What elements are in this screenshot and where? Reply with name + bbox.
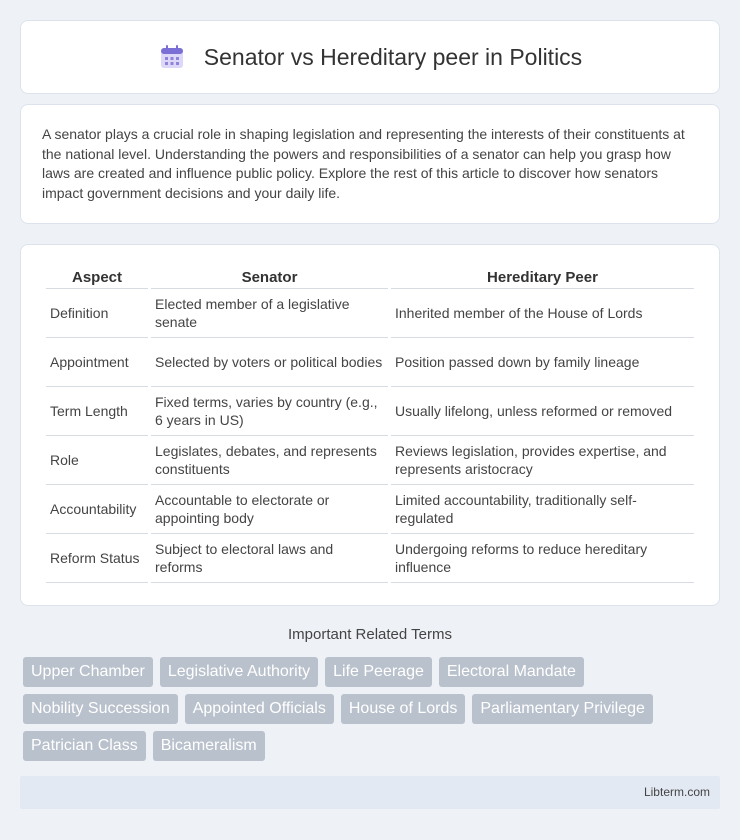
related-terms-list <box>23 657 713 761</box>
related-term-tag[interactable]: Upper Chamber <box>23 657 153 687</box>
table-cell: Definition <box>46 289 148 338</box>
table-cell: Inherited member of the House of Lords <box>391 289 694 338</box>
related-term-tag[interactable]: Patrician Class <box>23 731 146 761</box>
table-cell: Undergoing reforms to reduce hereditary influence <box>391 534 694 583</box>
related-term-tag[interactable]: Bicameralism <box>153 731 265 761</box>
table-cell: Role <box>46 436 148 485</box>
comparison-table <box>43 263 697 583</box>
page-title: Senator vs Hereditary peer in Politics <box>203 43 583 70</box>
intro-text: A senator plays a crucial role in shaping legislation and representing the interests of their constituents at the national level. Understanding the powers and responsibilities of a senator can help you grasp how laws are created and influence public policy. Explore the rest of this article to discover how senators impact government decisions and your daily life. <box>42 126 685 201</box>
table-cell: Reviews legislation, provides expertise, and represents aristocracy <box>391 436 694 485</box>
related-term-tag[interactable]: Legislative Authority <box>160 657 318 687</box>
column-header: Hereditary Peer <box>391 263 694 289</box>
related-term-tag[interactable]: Parliamentary Privilege <box>472 694 653 724</box>
table-cell: Position passed down by family lineage <box>391 338 694 387</box>
calendar-icon <box>158 43 186 71</box>
column-header: Senator <box>151 263 388 289</box>
table-cell: Selected by voters or political bodies <box>151 338 388 387</box>
related-term-tag[interactable]: Nobility Succession <box>23 694 178 724</box>
table-cell: Accountability <box>46 485 148 534</box>
table-cell: Usually lifelong, unless reformed or removed <box>391 387 694 436</box>
table-row <box>46 338 694 387</box>
table-cell: Term Length <box>46 387 148 436</box>
footer <box>20 776 720 809</box>
table-cell: Accountable to electorate or appointing body <box>151 485 388 534</box>
table-row <box>46 289 694 338</box>
table-cell: Elected member of a legislative senate <box>151 289 388 338</box>
table-cell: Subject to electoral laws and reforms <box>151 534 388 583</box>
table-cell: Appointment <box>46 338 148 387</box>
related-term-tag[interactable]: Appointed Officials <box>185 694 334 724</box>
related-term-tag[interactable]: Life Peerage <box>325 657 432 687</box>
related-term-tag[interactable]: Electoral Mandate <box>439 657 584 687</box>
related-term-tag[interactable]: House of Lords <box>341 694 466 724</box>
table-row <box>46 436 694 485</box>
footer-site-link[interactable]: Libterm.com <box>643 785 710 799</box>
table-row <box>46 387 694 436</box>
table-header-row <box>46 263 694 289</box>
header-card <box>20 20 720 94</box>
intro-card <box>20 104 720 224</box>
table-cell: Limited accountability, traditionally self-regulated <box>391 485 694 534</box>
table-row <box>46 534 694 583</box>
comparison-card <box>20 244 720 606</box>
table-cell: Fixed terms, varies by country (e.g., 6 years in US) <box>151 387 388 436</box>
related-terms-title: Important Related Terms <box>288 626 452 643</box>
table-cell: Reform Status <box>46 534 148 583</box>
table-row <box>46 485 694 534</box>
column-header: Aspect <box>46 263 148 289</box>
table-cell: Legislates, debates, and represents constituents <box>151 436 388 485</box>
